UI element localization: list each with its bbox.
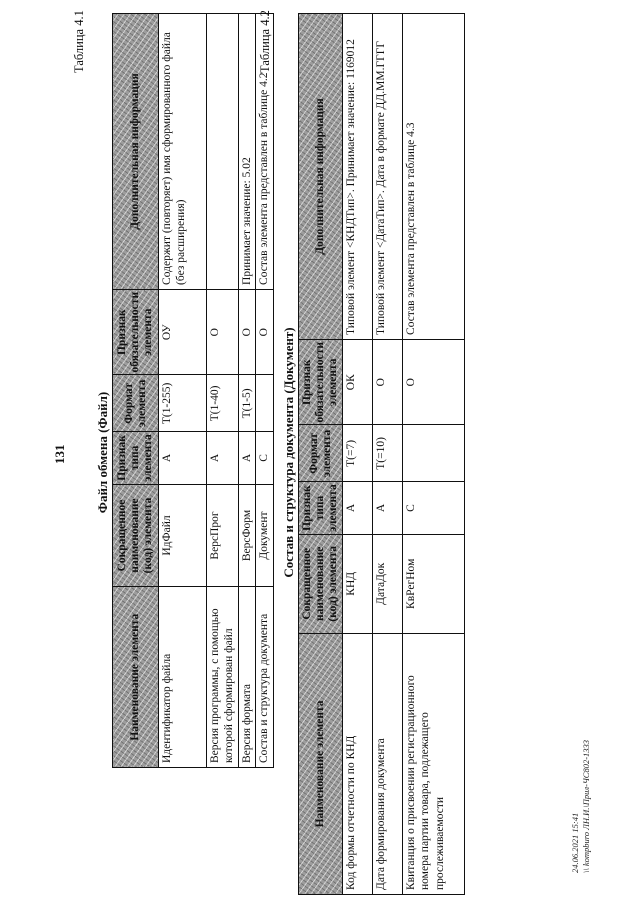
table1-header-format: Формат элемента <box>113 375 159 432</box>
table-cell: Т(1-5) <box>238 375 255 432</box>
table-cell: ВерсФорм <box>238 484 255 587</box>
table-cell: КвРегНом <box>403 534 465 633</box>
table-cell: Т(=10) <box>373 425 403 482</box>
table-cell: Типовой элемент <КНДТип>. Принимает значение: 1169012 <box>343 14 373 340</box>
table2-header-code: Сокращенное наименование (код) элемента <box>299 534 343 633</box>
table-row <box>373 14 403 895</box>
table-row <box>403 14 465 895</box>
table-cell: О <box>256 289 273 375</box>
table-cell: О <box>207 289 239 375</box>
table1-label: Таблица 4.1 <box>72 10 86 73</box>
table2-title: Состав и структура документа (Документ) <box>281 327 296 578</box>
table-cell: Типовой элемент <ДатаТип>. Дата в формате ДД.ММ.ГГГГ <box>373 14 403 340</box>
table-cell: А <box>238 432 255 484</box>
table1-title: Файл обмена (Файл) <box>95 391 110 514</box>
table-cell: С <box>256 432 273 484</box>
table-cell: ВерсПрог <box>207 484 239 587</box>
table-cell: Версия формата <box>238 587 255 768</box>
table-cell: Состав и структура документа <box>256 587 273 768</box>
table-cell <box>256 375 273 432</box>
table1-header-code: Сокращенное наименование (код) элемента <box>113 484 159 587</box>
table-cell: Состав элемента представлен в таблице 4.3 <box>403 14 465 340</box>
table-row <box>238 14 255 768</box>
table-cell: О <box>403 339 465 425</box>
table-cell: Идентификатор файла <box>159 587 207 768</box>
table2-header-name: Наименование элемента <box>299 633 343 894</box>
table1-header-type: Признак типа элемента <box>113 432 159 484</box>
table-cell: О <box>238 289 255 375</box>
table-cell: Принимает значение: 5.02 <box>238 14 255 290</box>
table-cell: Т(1-40) <box>207 375 239 432</box>
footer-date: 24.06.2021 15:41 <box>570 812 580 873</box>
table-cell: Т(1-255) <box>159 375 207 432</box>
table1-header-required: Признак обязательности элемента <box>113 289 159 375</box>
table-cell: Документ <box>256 484 273 587</box>
table-row <box>343 14 373 895</box>
table2-header-required: Признак обязательности элемента <box>299 339 343 425</box>
table1-header-name: Наименование элемента <box>113 587 159 768</box>
footer-note <box>570 533 591 873</box>
table-cell: ОУ <box>159 289 207 375</box>
table-cell: А <box>207 432 239 484</box>
table-cell: Содержит (повторяет) имя сформированного файла (без расширения) <box>159 14 207 290</box>
table-row <box>159 14 207 768</box>
table-cell: Дата формирования документа <box>373 633 403 894</box>
table-cell: Квитанция о присвоении регистрационного номера партии товара, подлежащего прослеживаемости <box>403 633 465 894</box>
table-cell: ИдФайл <box>159 484 207 587</box>
table-cell <box>403 425 465 482</box>
table2-header-type: Признак типа элемента <box>299 482 343 534</box>
table-row <box>207 14 239 768</box>
table-row <box>256 14 273 768</box>
table-cell: Код формы отчетности по КНД <box>343 633 373 894</box>
table-cell: А <box>343 482 373 534</box>
table2-header-format: Формат элемента <box>299 425 343 482</box>
table-cell: А <box>159 432 207 484</box>
table-cell: Состав элемента представлен в таблице 4.2 <box>256 14 273 290</box>
table-cell <box>207 14 239 290</box>
table1 <box>112 13 274 768</box>
table1-header-info: Дополнительная информация <box>113 14 159 290</box>
table-cell: О <box>373 339 403 425</box>
table-cell: ОК <box>343 339 373 425</box>
table2 <box>298 13 465 895</box>
table-cell: С <box>403 482 465 534</box>
table-cell: Версия программы, с помощью которой сформирован файл <box>207 587 239 768</box>
table-cell: Т(=7) <box>343 425 373 482</box>
table-cell: КНД <box>343 534 373 633</box>
footer-path: \\ kompburo ЛН.И.\Прил-ЧС802-1333 <box>580 739 591 873</box>
table2-label: Таблица 4.2 <box>258 10 272 73</box>
table-cell: ДатаДок <box>373 534 403 633</box>
table-cell: А <box>373 482 403 534</box>
page-number: 131 <box>52 444 67 464</box>
table2-header-info: Дополнительная информация <box>299 14 343 340</box>
